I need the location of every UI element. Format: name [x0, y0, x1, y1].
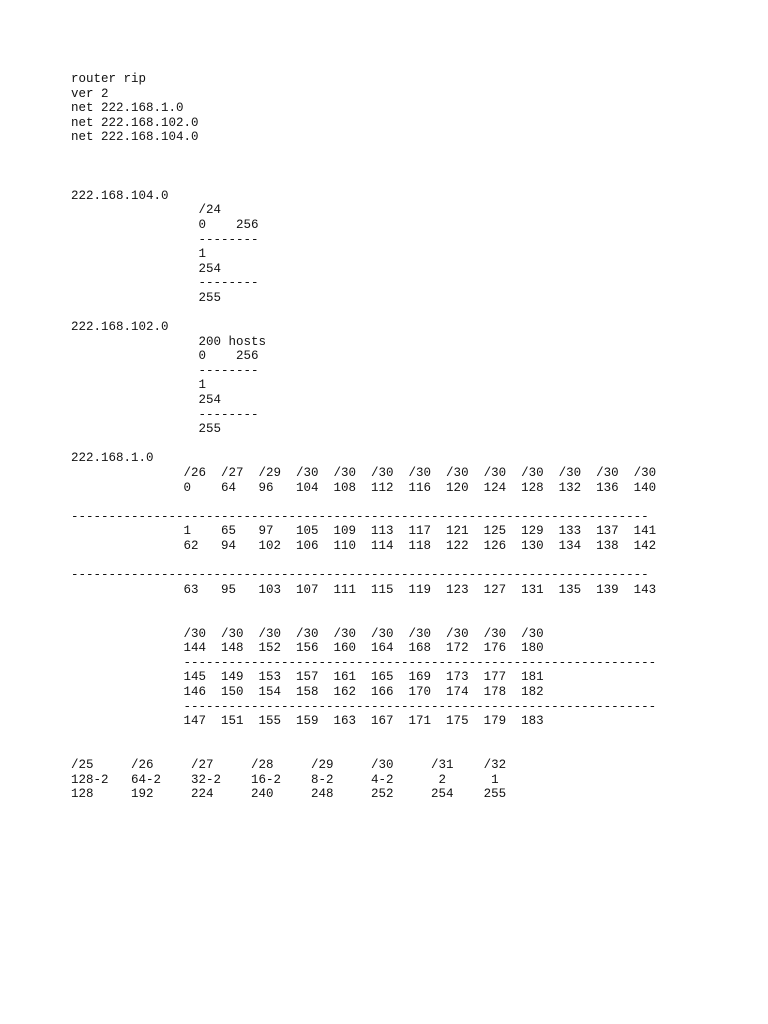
network-222-168-102-0-block: 200 hosts 0 256 -------- 1 254 -------- 255 [198, 334, 267, 437]
prefix-reference-table: /25 /26 /27 /28 /29 /30 /31 /32 128-2 64-2 32-2 16-2 8-2 4-2 2 1 128 192 224 240 248 252 254 255 [71, 757, 507, 802]
network-222-168-1-0-title: 222.168.1.0 [71, 451, 154, 466]
subnet-allocation-table: /26 /27 /29 /30 /30 /30 /30 /30 /30 /30 /30 /30 /30 0 64 96 104 108 112 116 120 124 128 132 136 140 ----------------------------------------------------------------------------- 1 65 97 105 109 113 117 121 125 129 133 137 141 62 94 102 106 110 114 118 122 126 130 134 138 142 ----------------------------------------------------------------------------- 63 95 103 107 111 115 119 123 127 131 135 139 143 /30 /30 /30 /30 /30 /30 /30 /30 /30 /30 144 148 152 156 160 164 168 172 176 180 --------------------------------------------------------------- 145 149 153 157 161 165 169 173 177 181 146 150 154 158 162 166 170 174 178 182 --------------------------------------------------------------- 147 151 155 159 163 167 171 175 179 183 [71, 466, 657, 729]
network-222-168-102-0-title: 222.168.102.0 [71, 320, 169, 335]
rip-config-block: router rip ver 2 net 222.168.1.0 net 222.168.102.0 net 222.168.104.0 [71, 72, 199, 145]
document-page [71, 72, 656, 802]
network-222-168-104-0-title: 222.168.104.0 [71, 188, 169, 203]
network-222-168-104-0-block: /24 0 256 -------- 1 254 -------- 255 [198, 203, 259, 305]
